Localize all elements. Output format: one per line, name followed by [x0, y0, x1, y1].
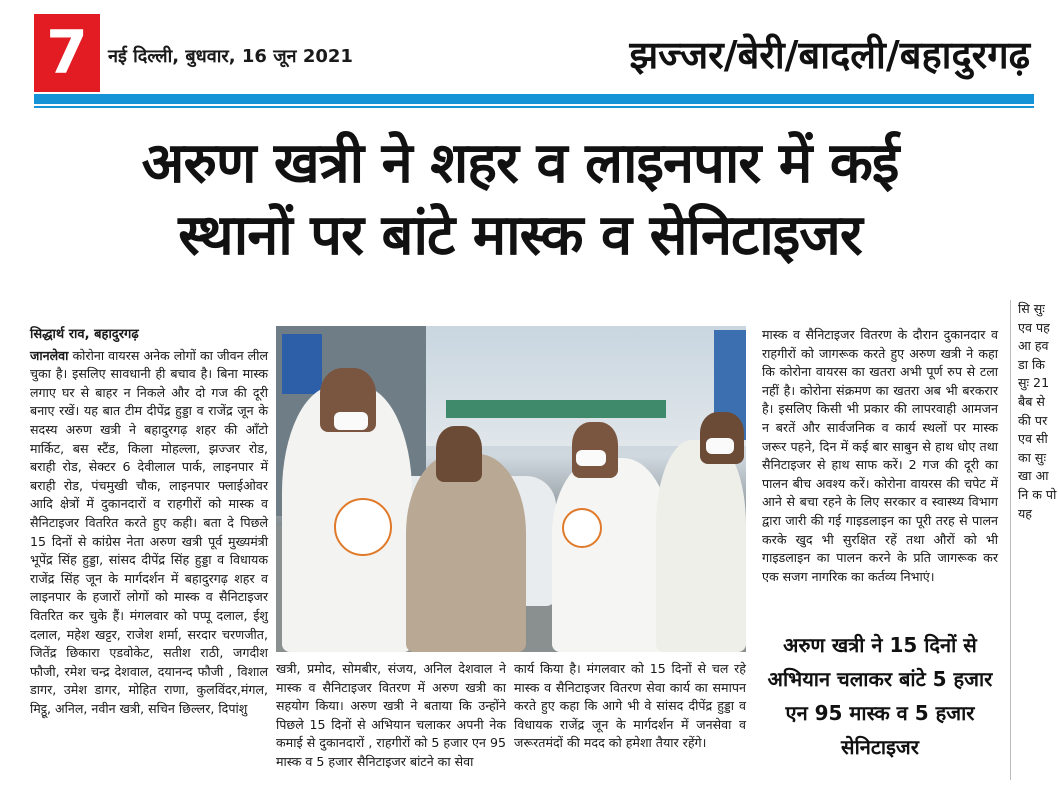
photo-sign-left — [282, 334, 322, 394]
headline-line-1: अरुण खत्री ने शहर व लाइनपार में कई — [141, 131, 899, 196]
page-number: 7 — [34, 14, 100, 92]
header-rule — [34, 94, 1034, 104]
photo-person-4 — [656, 440, 746, 652]
face-mask — [706, 438, 734, 454]
column-1-body: कोरोना वायरस अनेक लोगों का जीवन लील चुका है। इसलिए सावधानी ही बचाव है। बिना मास्क लगाए घर से बाहर न निकले और दो गज की दूरी बनाए रखें। यह बात टीम दीपेंद्र हुड्डा व राजेंद्र जून के सदस्य अरुण खत्री ने बहादुरगढ़ शहर की आँटो मार्किट, बस स्टैंड, किला मोहल्ला, झज्जर रोड, बराही रोड, सेक्टर 6 देवीलाल पार्क, लाइनपार में बराही रोड, पंचमुखी चौक, लाइनपार फ्लाईओवर आदि क्षेत्रों में दुकानदारों व राहगीरों को मास्क व सैनिटाइजर वितरित करते हुए कही। बता दे पिछले 15 दिनों से कांग्रेस नेता अरुण खत्री पूर्व मुख्यमंत्री भूपेंद्र सिंह हुड्डा, सांसद दीपेंद्र सिंह हुड्डा व विधायक राजेंद्र सिंह जून के मार्गदर्शन में बहादुरगढ़ शहर व लाइनपार के हजारों लोगों को मास्क व सैनिटाइजर वितरित कर चुके हैं। मंगलवार को पप्पू दलाल, ईशु दलाल, महेश खट्टर, राजेश शर्मा, सरदार चरणजीत, जितेंद्र छिकारा एडवोकेट, सतीश राठी, जगदीश फौजी, रमेश चन्द्र देशवाल, दयानन्द फौजी , विशाल डागर, उमेश डागर, मोहित राणा, कुलविंदर,मंगल, मिट्ठू, अनिल, नवीन खत्री, सचिन छिल्लर, दिपांशु — [30, 347, 269, 716]
header-rule-thin — [34, 106, 1034, 108]
adjacent-article-fragment: सि सुः एव पह आ हव डा कि सुः 21 बैब से की पर एव सी का सुः खा आ नि क पो यह — [1018, 301, 1057, 521]
headline — [30, 128, 1010, 272]
face-mask — [334, 412, 368, 430]
byline: सिद्धार्थ राव, बहादुरगढ़ — [30, 327, 139, 342]
column-divider — [1010, 300, 1011, 780]
photo-flyover — [446, 400, 666, 418]
section-title: झज्जर/बेरी/बादली/बहादुरगढ़ — [629, 33, 1030, 77]
article-column-3: कार्य किया है। मंगलवार को 15 दिनों से चल रहे मास्क व सैनिटाइजर वितरण सेवा कार्य का समापन करते हुए कहा कि आगे भी वे सांसद दीपेंद्र हुड्डा व विधायक राजेंद्र जून के मार्गदर्शन में जनसेवा व जरूरतमंदों की मदद को हमेशा तैयार रहेंगे। — [514, 661, 746, 751]
photo-person-3 — [552, 458, 670, 652]
article-column-4: मास्क व सैनिटाइजर वितरण के दौरान दुकानदार व राहगीरों को जागरूक करते हुए अरुण खत्री ने कहा कि कोरोना वायरस का खतरा अभी पूर्ण रुप से टला नहीं है। कोरोना संक्रमण का खतरा अब भी बरकरार है। इसलिए किसी भी प्रकार की लापरवाही आमजन न बरतें और सार्वजनिक व कार्य स्थलों पर मास्क जरूर पहने, दिन में कई बार साबुन से हाथ धोए तथा सैनिटाइजर से हाथ साफ करें। 2 गज की दूरी का पालन बीच अवश्य करें। कोरोना वायरस की चपेट में आने से बचा रहने के लिए सरकार व स्वास्थ्य विभाग द्वारा जारी की गई गाइडलाइन का पूरी तरह से पालन करके खुद भी सुरक्षित रहें तथा औरों को भी गाइडलाइन का पालन करने के प्रति जागरूक कर एक सजग नागरिक का कर्तव्य निभाएं। — [762, 327, 998, 584]
photo-person-2 — [406, 454, 526, 652]
tshirt-logo — [334, 498, 392, 556]
column-1-text — [30, 347, 268, 719]
face-mask — [576, 450, 606, 466]
lead-word: जानलेवा — [30, 347, 69, 363]
article-column-2: खत्री, प्रमोद, सोमबीर, संजय, अनिल देशवाल ने मास्क व सैनिटाइजर वितरण में अरुण खत्री का सहयोग किया। अरुण खत्री ने बताया कि उन्होंने पिछले 15 दिनों से अभियान चलाकर अपनी नेक कमाई से दुकानदारों , राहगीरों को 5 हजार एन 95 मास्क व 5 हजार सैनिटाइजर बांटने का सेवा — [276, 661, 506, 769]
tshirt-logo-2 — [562, 508, 602, 548]
headline-line-2: स्थानों पर बांटे मास्क व सेनिटाइजर — [178, 203, 862, 268]
article-photo — [276, 326, 746, 652]
article-column-1 — [30, 326, 268, 718]
dateline: नई दिल्ली, बुधवार, 16 जून 2021 — [108, 46, 353, 67]
pull-quote: अरुण खत्री ने 15 दिनों से अभियान चलाकर बांटे 5 हजार एन 95 मास्क व 5 हजार सेनिटाइजर — [767, 633, 993, 759]
photo-person-2-head — [436, 426, 482, 482]
